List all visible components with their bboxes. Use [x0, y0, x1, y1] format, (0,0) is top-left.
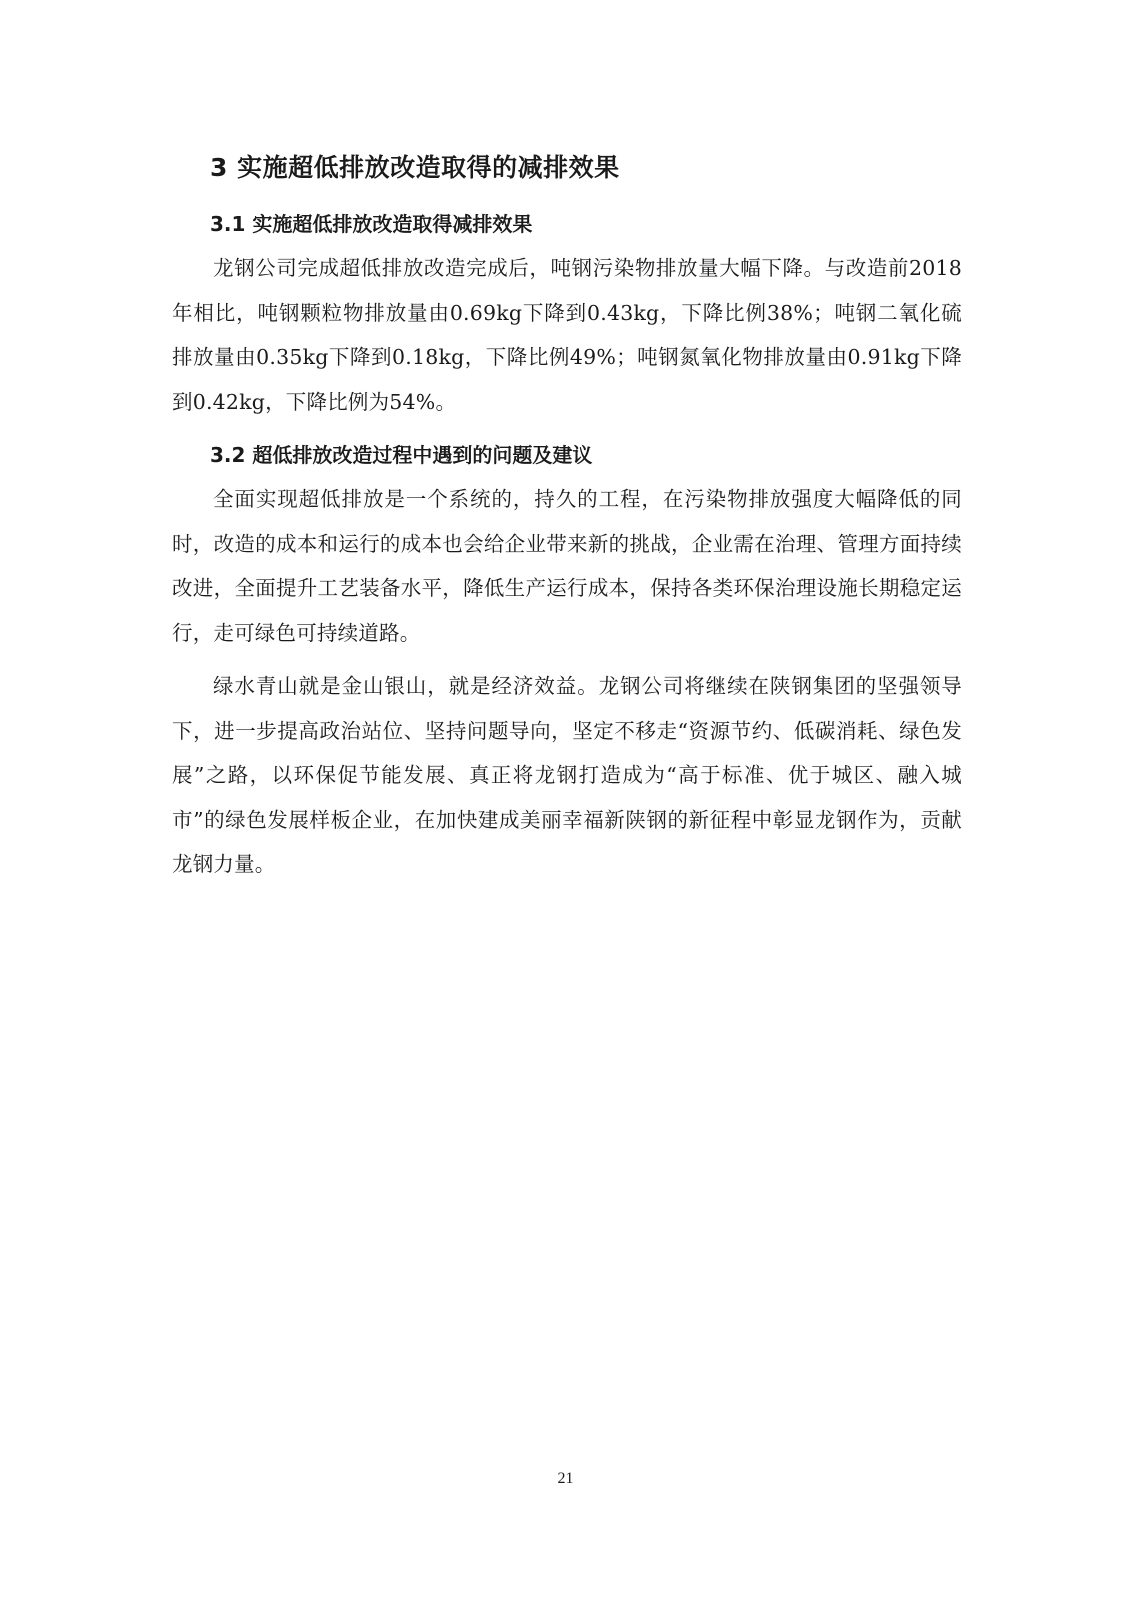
page-number: 21: [557, 1470, 574, 1487]
subsection-heading-3-2: 3.2 超低排放改造过程中遇到的问题及建议: [210, 443, 593, 467]
page-content: [172, 148, 962, 887]
section-heading: 3 实施超低排放改造取得的减排效果: [210, 153, 620, 182]
paragraph-outlook: 绿水青山就是金山银山，就是经济效益。龙钢公司将继续在陕钢集团的坚强领导下，进一步提高政治站位、坚持问题导向，坚定不移走“资源节约、低碳消耗、绿色发展”之路，以环保促节能发展、真正将龙钢打造成为“高于标准、优于城区、融入城市”的绿色发展样板企业，在加快建成美丽幸福新陕钢的新征程中彰显龙钢作为，贡献龙钢力量。: [172, 674, 962, 876]
paragraph-challenges: 全面实现超低排放是一个系统的，持久的工程，在污染物排放强度大幅降低的同时，改造的成本和运行的成本也会给企业带来新的挑战，企业需在治理、管理方面持续改进，全面提升工艺装备水平，降低生产运行成本，保持各类环保治理设施长期稳定运行，走可绿色可持续道路。: [172, 487, 962, 645]
paragraph-emission-results: 龙钢公司完成超低排放改造完成后，吨钢污染物排放量大幅下降。与改造前2018年相比，吨钢颗粒物排放量由0.69kg下降到0.43kg，下降比例38%；吨钢二氧化硫排放量由0.35kg下降到0.18kg，下降比例49%；吨钢氮氧化物排放量由0.91kg下降到0.42kg，下降比例为54%。: [172, 256, 962, 414]
subsection-heading-3-1: 3.1 实施超低排放改造取得减排效果: [210, 212, 533, 236]
